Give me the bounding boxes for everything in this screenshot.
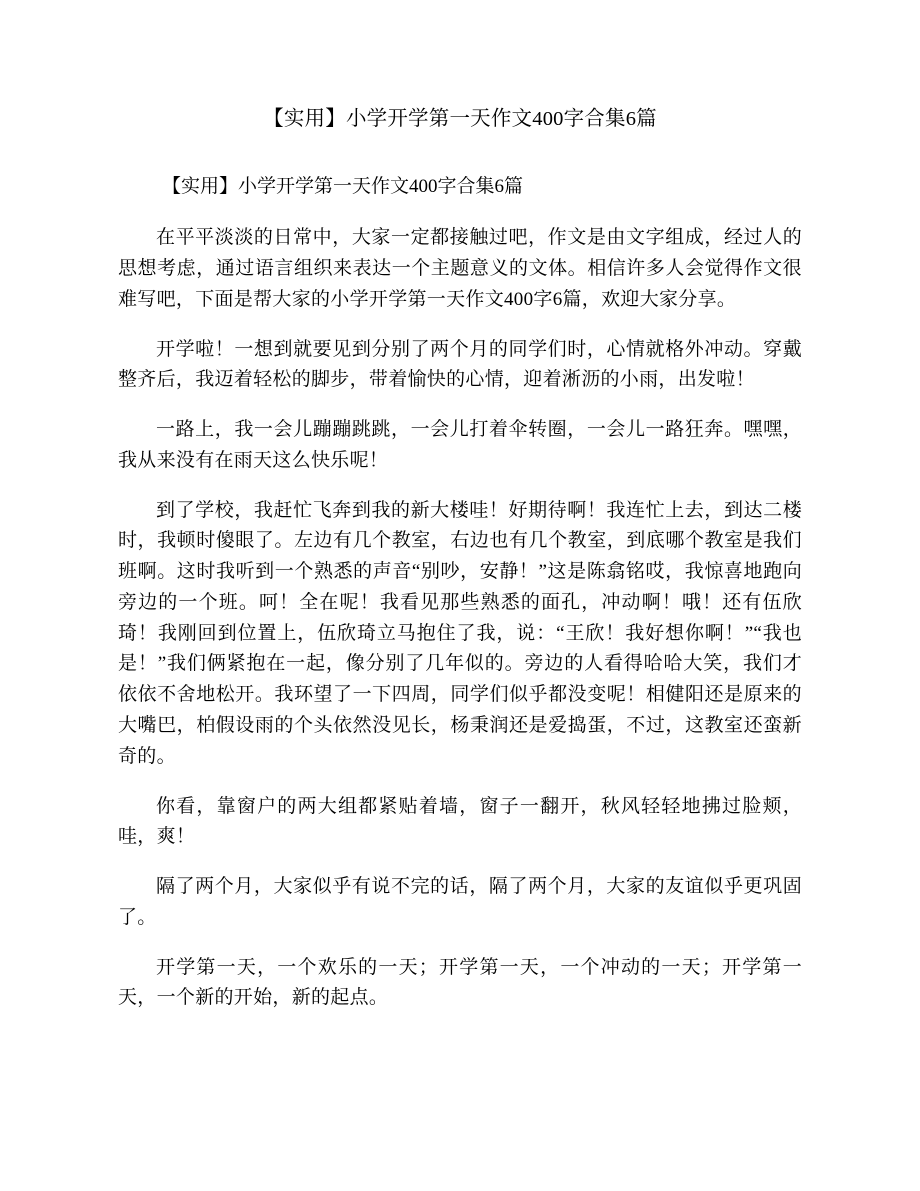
paragraph: 隔了两个月，大家似乎有说不完的话，隔了两个月，大家的友谊似乎更巩固了。 (118, 876, 802, 928)
page-title: 【实用】小学开学第一天作文400字合集6篇 (263, 108, 657, 130)
paragraph: 一路上，我一会儿蹦蹦跳跳，一会儿打着伞转圈，一会儿一路狂奔。嘿嘿，我从来没有在雨天这么快乐呢！ (118, 419, 802, 471)
paragraph: 开学啦！一想到就要见到分别了两个月的同学们时，心情就格外冲动。穿戴整齐后，我迈着轻松的脚步，带着愉快的心情，迎着淅沥的小雨，出发啦！ (118, 338, 802, 391)
paragraph: 到了学校，我赶忙飞奔到我的新大楼哇！好期待啊！我连忙上去，到达二楼时，我顿时傻眼了。左边有几个教室，右边也有几个教室，到底哪个教室是我们班啊。这时我听到一个熟悉的声音“别吵，安静！”这是陈翕铭哎，我惊喜地跑向旁边的一个班。呵！全在呢！我看见那些熟悉的面孔，冲动啊！哦！还有伍欣琦！我刚回到位置上，伍欣琦立马抱住了我，说：“王欣！我好想你啊！”“我也是！”我们俩紧抱在一起，像分别了几年似的。旁边的人看得哈哈大笑，我们才依依不舍地松开。我环望了一下四周，同学们似乎都没变呢！相健阳还是原来的大嘴巴，柏假设雨的个头依然没见长，杨秉润还是爱捣蛋，不过，这教室还蛮新奇的。 (118, 499, 802, 767)
document-subtitle: 【实用】小学开学第一天作文400字合集6篇 (162, 175, 524, 197)
paragraph: 开学第一天，一个欢乐的一天；开学第一天，一个冲动的一天；开学第一天，一个新的开始，新的起点。 (118, 956, 802, 1009)
paragraph: 在平平淡淡的日常中，大家一定都接触过吧，作文是由文字组成，经过人的思想考虑，通过语言组织来表达一个主题意义的文体。相信许多人会觉得作文很难写吧，下面是帮大家的小学开学第一天作文400字6篇，欢迎大家分享。 (118, 227, 802, 310)
paragraph: 你看，靠窗户的两大组都紧贴着墙，窗子一翻开，秋风轻轻地拂过脸颊，哇，爽！ (118, 795, 802, 848)
